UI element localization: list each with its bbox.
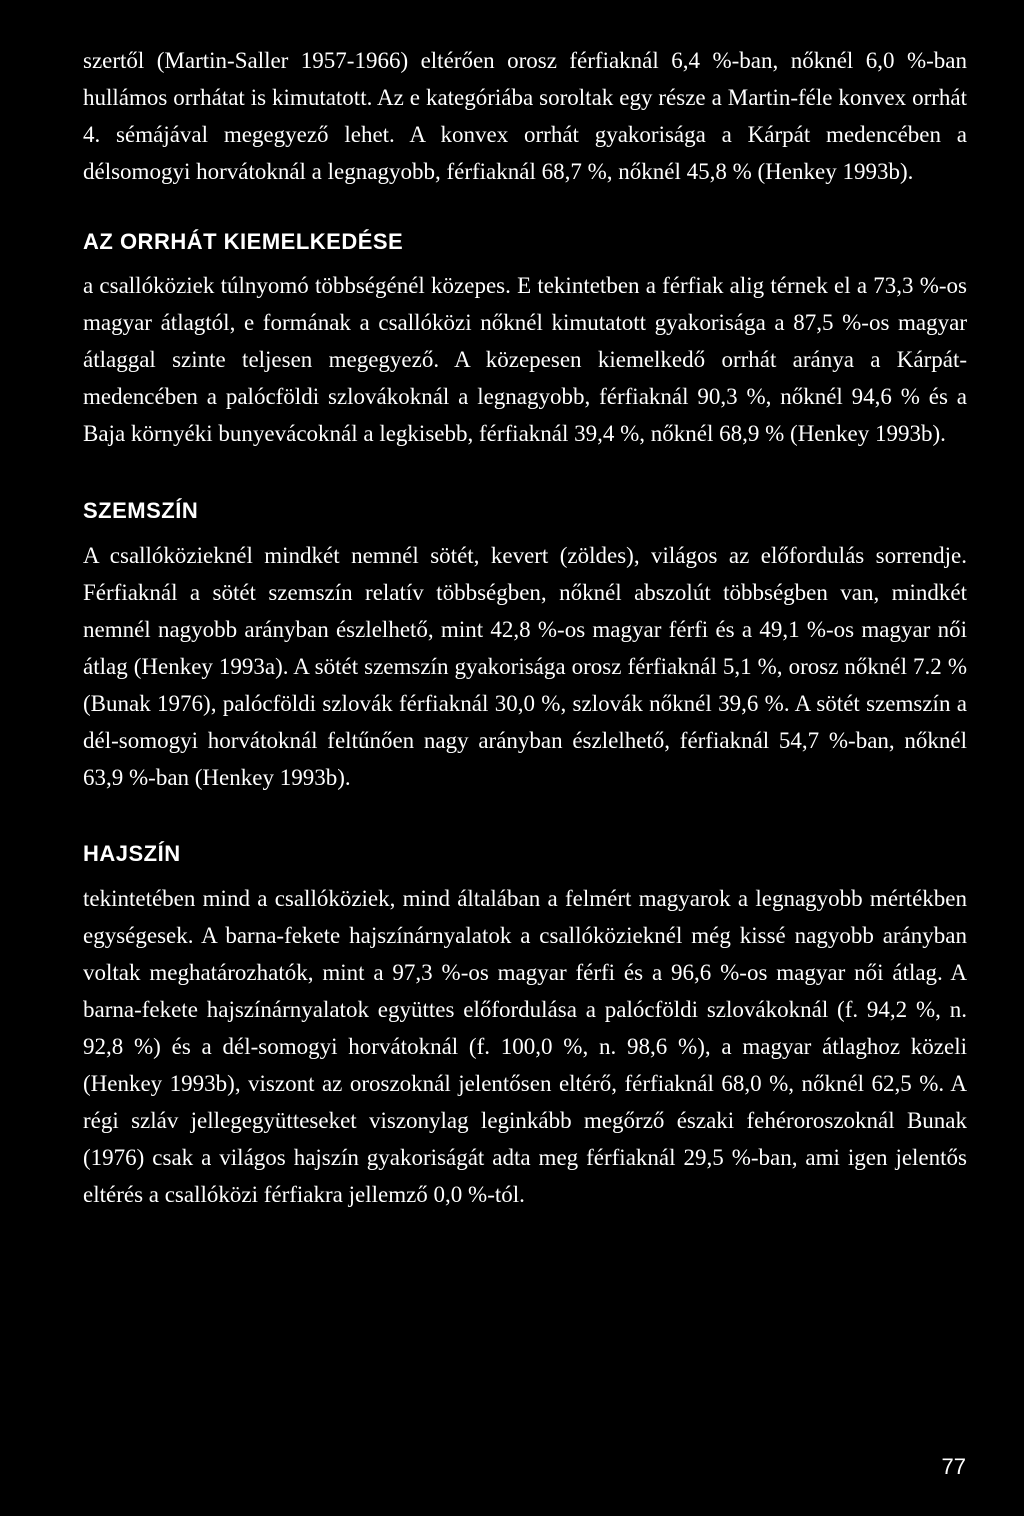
section-heading-szemszin: SZEMSZÍN: [83, 498, 199, 523]
section-text-szemszin: A csallóközieknél mindkét nemnél sötét, kevert (zöldes), világos az előfordulás sorrendje. Férfiaknál a sötét szemszín relatív többségben, nőknél abszolút többségben van, mindkét nemnél nagyobb arányban észlelhető, mint 42,8 %-os magyar férfi és a 49,1 %-os magyar női átlag (Henkey 1993a). A sötét szemszín gyakorisága orosz férfiaknál 5,1 %, orosz nőknél 7.2 % (Bunak 1976), palócföldi szlovák férfiaknál 30,0 %, szlovák nőknél 39,6 %. A sötét szemszín a dél-somogyi horvátoknál feltűnően nagy arányban észlelhető, férfiaknál 54,7 %-ban, nőknél 63,9 %-ban (Henkey 1993b).: [83, 543, 967, 790]
section-heading-orrhat: AZ ORRHÁT KIEMELKEDÉSE: [83, 229, 404, 254]
section-text-hajszin: tekintetében mind a csallóköziek, mind általában a felmért magyarok a legnagyobb mértékben egységesek. A barna-fekete hajszínárnyalatok a csallóközieknél még kissé nagyobb arányban voltak meghatározhatók, mint a 97,3 %-os magyar férfi és a 96,6 %-os magyar női átlag. A barna-fekete hajszínárnyalatok együttes előfordulása a palócföldi szlovákoknál (f. 94,2 %, n. 92,8 %) és a dél-somogyi horvátoknál (f. 100,0 %, n. 98,6 %), a magyar átlaghoz közeli (Henkey 1993b), viszont az oroszoknál jelentősen eltérő, férfiaknál 68,0 %, nőknél 62,5 %. A régi szláv jellegegyütteseket viszonylag leginkább megőrző északi fehéroroszoknál Bunak (1976) csak a világos hajszín gyakoriságát adta meg férfiaknál 29,5 %-ban, ami igen jelentős eltérés a csallóközi férfiakra jellemző 0,0 %-tól.: [83, 886, 967, 1207]
page-number: 77: [941, 1454, 966, 1479]
section-heading-hajszin: HAJSZÍN: [83, 841, 181, 866]
document-page: [83, 42, 967, 1213]
section-text-orrhat: a csallóköziek túlnyomó többségénél közepes. E tekintetben a férfiak alig térnek el a 73,3 %-os magyar átlagtól, e formának a csallóközi nőknél kimutatott gyakorisága a 87,5 %-os magyar átlaggal szinte teljesen megegyező. A közepesen kiemelkedő orrhát aránya a Kárpát-medencében a palócföldi szlovákoknál a legnagyobb, férfiaknál 90,3 %, nőknél 94,6 % és a Baja környéki bunyevácoknál a legkisebb, férfiaknál 39,4 %, nőknél 68,9 % (Henkey 1993b).: [83, 273, 967, 446]
intro-paragraph: szertől (Martin-Saller 1957-1966) eltérően orosz férfiaknál 6,4 %-ban, nőknél 6,0 %-ban hullámos orrhátat is kimutatott. Az e kategóriába soroltak egy része a Martin-féle konvex orrhát 4. sémájával megegyező lehet. A konvex orrhát gyakorisága a Kárpát medencében a délsomogyi horvátoknál a legnagyobb, férfiaknál 68,7 %, nőknél 45,8 % (Henkey 1993b).: [83, 48, 967, 184]
